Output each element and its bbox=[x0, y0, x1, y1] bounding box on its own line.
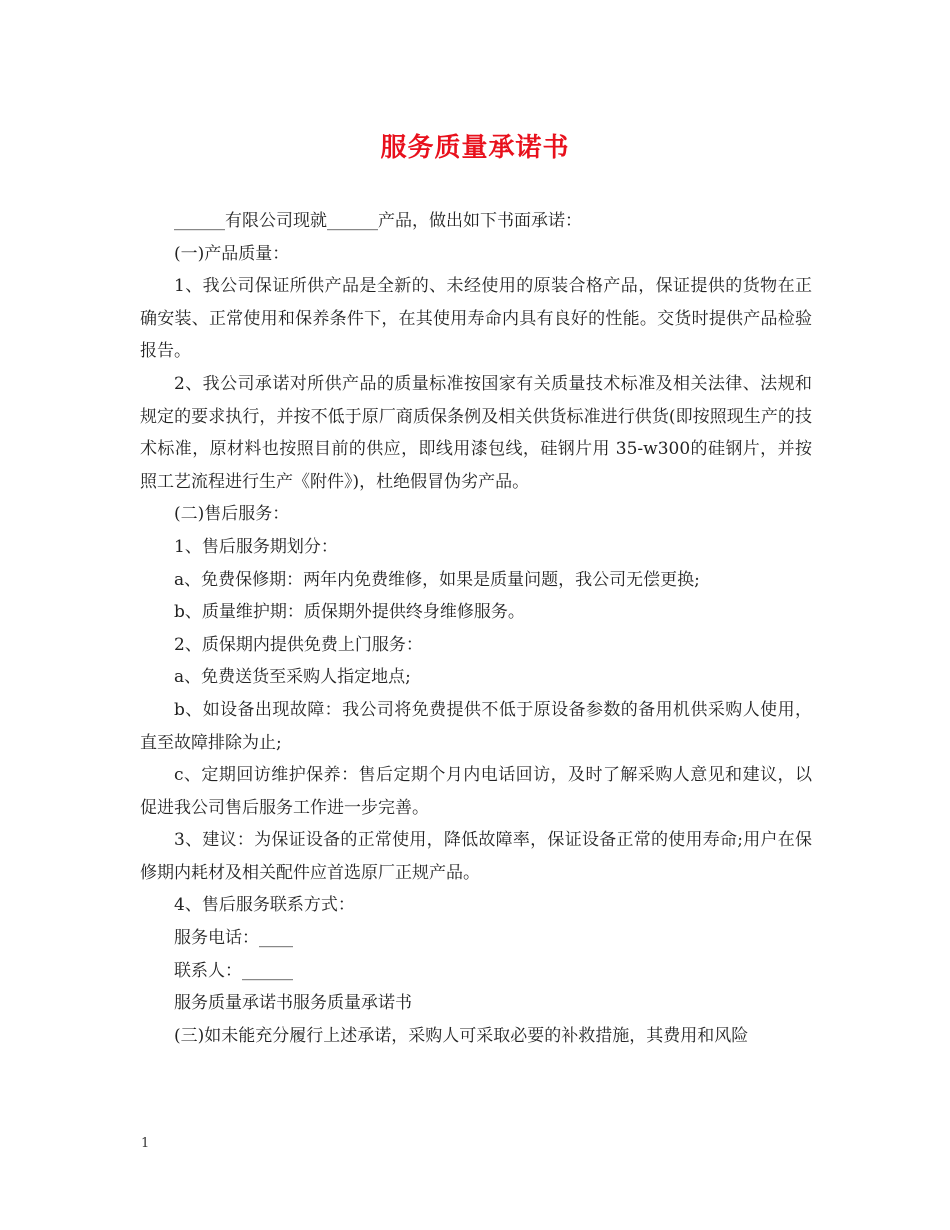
paragraph: 3、建议：为保证设备的正常使用，降低故障率，保证设备正常的使用寿命;用户在保修期内耗材及相关配件应首选原厂正规产品。 bbox=[140, 830, 812, 883]
section-heading-remedy: (三)如未能充分履行上述承诺，采购人可采取必要的补救措施，其费用和风险 bbox=[174, 1025, 749, 1046]
paragraph: c、定期回访维护保养：售后定期个月内电话回访，及时了解采购人意见和建议，以促进我公司售后服务工作进一步完善。 bbox=[140, 765, 812, 818]
paragraph: 1、我公司保证所供产品是全新的、未经使用的原装合格产品，保证提供的货物在正确安装、正常使用和保养条件下，在其使用寿命内具有良好的性能。交货时提供产品检验报告。 bbox=[140, 276, 812, 362]
paragraph: a、免费送货至采购人指定地点; bbox=[174, 667, 411, 688]
paragraph: a、免费保修期：两年内免费维修，如果是质量问题，我公司无偿更换; bbox=[174, 569, 700, 590]
paragraph: 2、我公司承诺对所供产品的质量标准按国家有关质量技术标准及相关法律、法规和规定的要求执行，并按不低于原厂商质保条例及相关供货标准进行供货(即按照现生产的技术标准，原材料也按照目前的供应，即线用漆包线，硅钢片用 35-w300的硅钢片，并按照工艺流程进行生产《附件》)，杜绝假冒伪劣产品。 bbox=[140, 373, 812, 492]
section-heading-product-quality: (一)产品质量： bbox=[174, 243, 290, 264]
document-title: 服务质量承诺书 bbox=[380, 133, 570, 163]
service-phone-line: 服务电话：____ bbox=[174, 928, 293, 949]
paragraph: b、质量维护期：质保期外提供终身维修服务。 bbox=[174, 602, 525, 623]
paragraph-intro: ______有限公司现就______产品，做出如下书面承诺： bbox=[174, 211, 582, 231]
paragraph: 2、质保期内提供免费上门服务： bbox=[174, 634, 423, 655]
contact-person-line: 联系人：______ bbox=[174, 960, 293, 981]
paragraph: 4、售后服务联系方式： bbox=[174, 895, 355, 916]
page-number: 1 bbox=[141, 1136, 150, 1151]
document-body bbox=[140, 205, 812, 1052]
paragraph: 1、售后服务期划分： bbox=[174, 536, 338, 557]
paragraph: b、如设备出现故障：我公司将免费提供不低于原设备参数的备用机供采购人使用，直至故障排除为止; bbox=[140, 699, 812, 753]
paragraph: 服务质量承诺书服务质量承诺书 bbox=[174, 993, 412, 1014]
section-heading-after-sales: (二)售后服务： bbox=[174, 504, 290, 525]
